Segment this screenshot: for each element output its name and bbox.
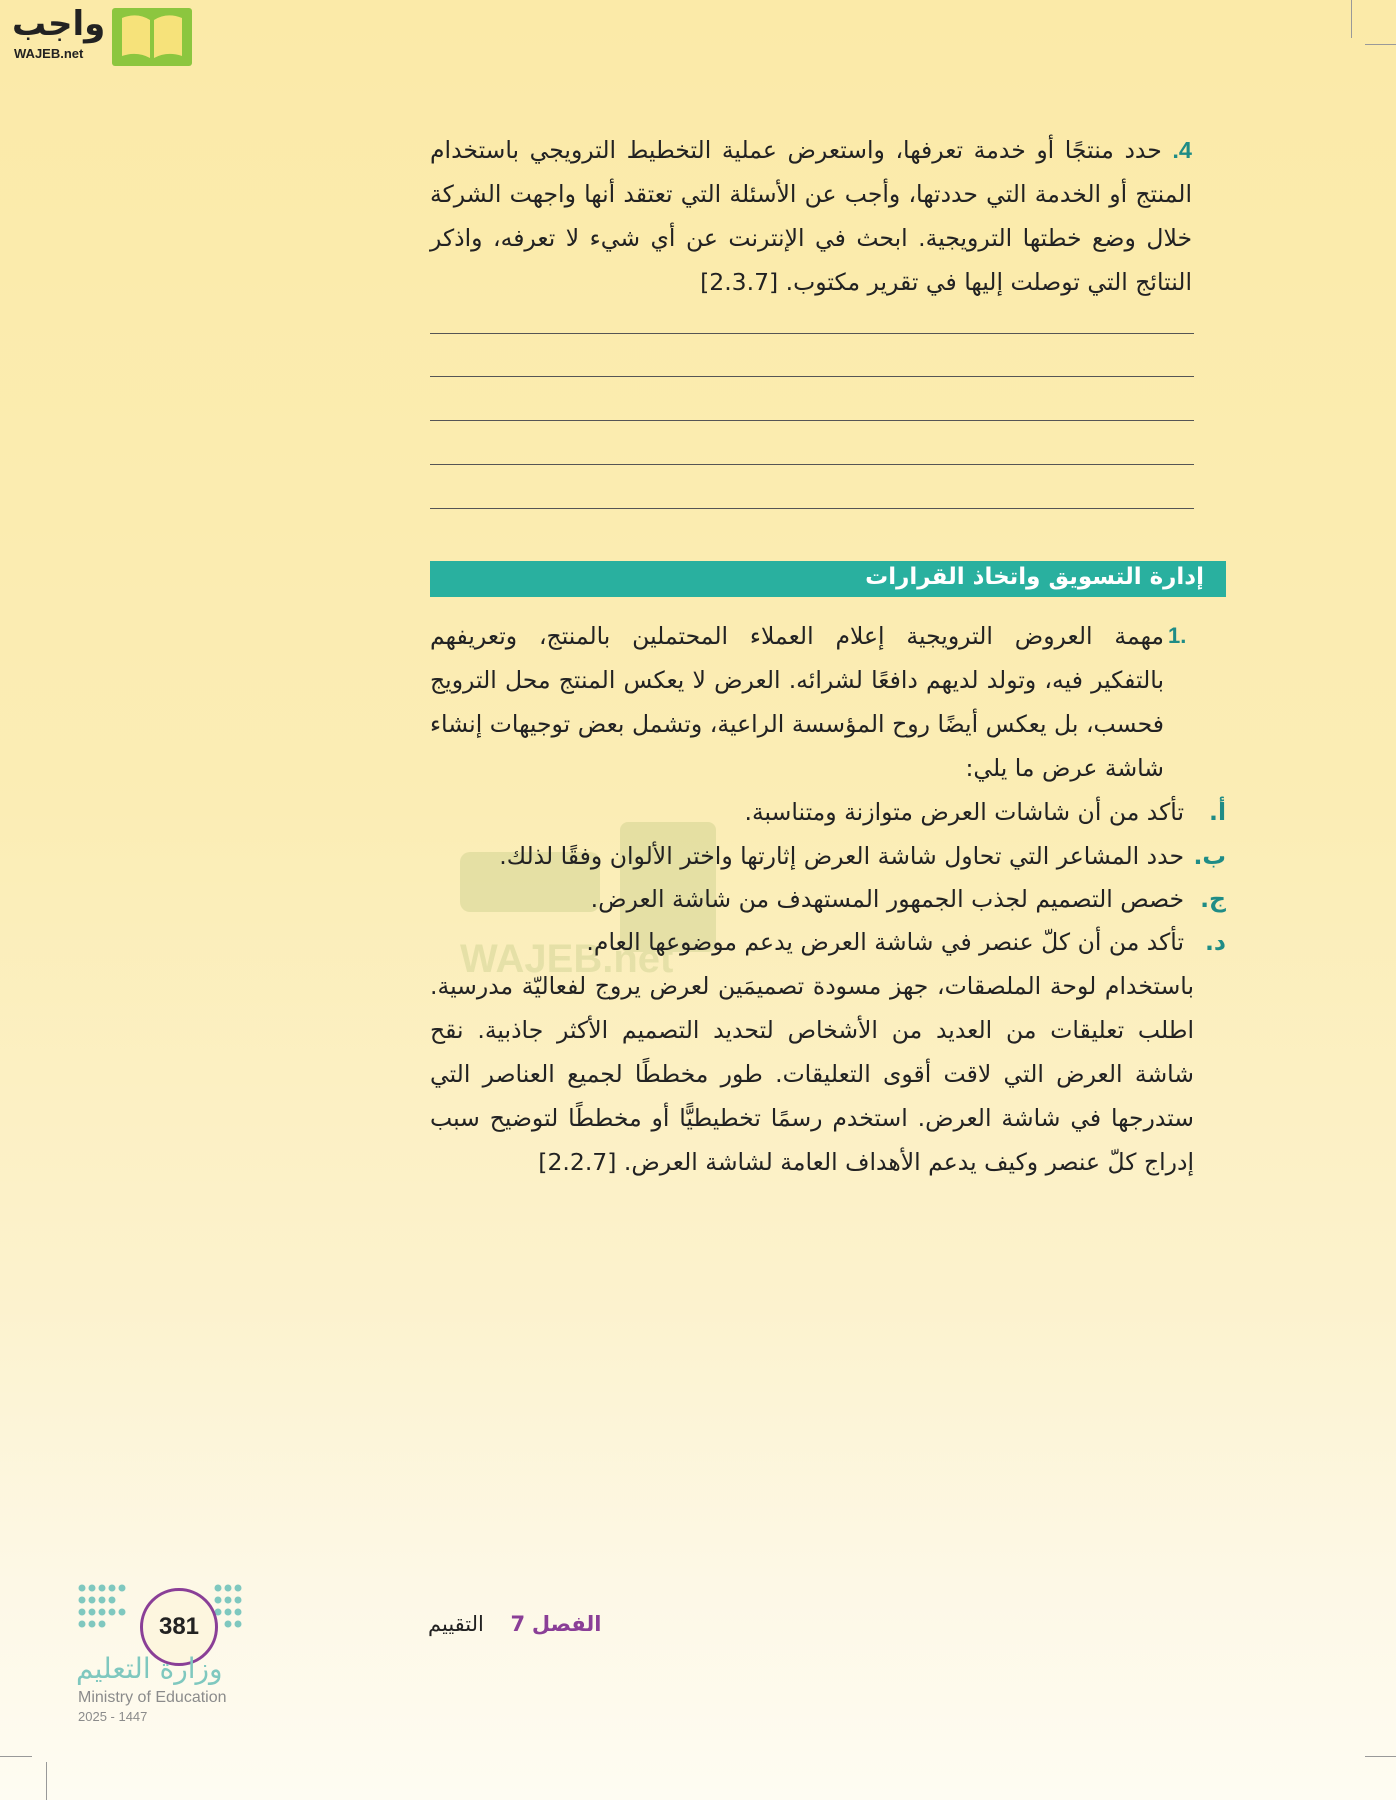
question-4-line: 4. حدد منتجًا أو خدمة تعرفها، واستعرض عملية التخطيط الترويجي باستخدام	[430, 136, 1192, 164]
question-1-line: مهمة العروض الترويجية إعلام العملاء المحتملين بالمنتج، وتعريفهم	[430, 622, 1164, 650]
list-item-letter: ب.	[1193, 842, 1226, 870]
task-line: شاشة العرض التي لاقت أقوى التعليقات. طور مخططًا لجميع العناصر التي	[430, 1060, 1194, 1088]
question-1-task	[430, 964, 1194, 1184]
crop-mark	[0, 1756, 32, 1757]
list-item-text: تأكد من أن شاشات العرض متوازنة ومتناسبة.	[744, 798, 1184, 826]
list-item	[744, 790, 1226, 834]
crop-mark	[46, 1762, 47, 1800]
chapter-title: التقييم	[428, 1612, 484, 1636]
question-number: 4.	[1172, 137, 1192, 163]
list-item	[586, 920, 1226, 964]
question-4-line: النتائج التي توصلت إليها في تقرير مكتوب. [2.3.7]	[700, 268, 1192, 296]
section-title: إدارة التسويق واتخاذ القرارات	[865, 564, 1204, 590]
page-number: 381	[140, 1588, 218, 1666]
answer-line[interactable]	[430, 508, 1194, 509]
ministry-english-name: Ministry of Education	[78, 1689, 227, 1706]
logo-english-text: WAJEB.net	[14, 46, 84, 61]
answer-line[interactable]	[430, 333, 1194, 334]
list-item-text: حدد المشاعر التي تحاول شاشة العرض إثارتها واختر الألوان وفقًا لذلك.	[499, 842, 1184, 870]
task-line: إدراج كلّ عنصر وكيف يدعم الأهداف العامة لشاشة العرض. [2.2.7]	[538, 1148, 1194, 1176]
question-1	[430, 614, 1164, 790]
crop-mark	[1365, 44, 1396, 45]
svg-text:WAJEB.net: WAJEB.net	[460, 937, 674, 981]
list-item-letter: ج.	[1200, 885, 1226, 913]
wajeb-logo[interactable]	[8, 4, 190, 68]
answer-line[interactable]	[430, 420, 1194, 421]
list-item-letter: د.	[1205, 928, 1226, 956]
question-1-line: فحسب، بل يعكس أيضًا روح المؤسسة الراعية، وتشمل بعض توجيهات إنشاء	[430, 710, 1164, 738]
logo-arabic-text: واجب	[12, 4, 106, 44]
list-item	[591, 877, 1226, 921]
question-4	[430, 128, 1192, 304]
question-4-line: المنتج أو الخدمة التي حددتها، وأجب عن الأسئلة التي تعتقد أنها واجهت الشركة	[430, 180, 1192, 208]
chapter-footer	[428, 1612, 602, 1636]
list-item	[499, 834, 1226, 878]
crop-mark	[1351, 0, 1352, 38]
question-number: 1.	[1168, 623, 1187, 648]
task-line: باستخدام لوحة الملصقات، جهز مسودة تصميمَين لعرض يروج لفعاليّة مدرسية.	[430, 972, 1194, 1000]
section-header	[430, 561, 1226, 597]
chapter-label: الفصل	[531, 1612, 602, 1636]
answer-line[interactable]	[430, 376, 1194, 377]
book-icon	[110, 6, 194, 68]
list-item-letter: أ.	[1209, 798, 1226, 826]
ministry-year: 2025 - 1447	[78, 1709, 148, 1724]
task-line: ستدرجها في شاشة العرض. استخدم رسمًا تخطيطيًّا أو مخططًا لتوضيح سبب	[430, 1104, 1194, 1132]
ministry-arabic-name: وزارة التعليم	[76, 1652, 223, 1685]
answer-line[interactable]	[430, 464, 1194, 465]
list-item-text: تأكد من أن كلّ عنصر في شاشة العرض يدعم موضوعها العام.	[586, 928, 1184, 956]
question-1-line: بالتفكير فيه، وتولد لديهم دافعًا لشرائه. العرض لا يعكس المنتج محل الترويج	[430, 666, 1164, 694]
task-line: اطلب تعليقات من العديد من الأشخاص لتحديد التصميم الأكثر جاذبية. نقح	[430, 1016, 1194, 1044]
question-4-line: خلال وضع خطتها الترويجية. ابحث في الإنترنت عن أي شيء لا تعرفه، واذكر	[430, 224, 1192, 252]
list-item-text: خصص التصميم لجذب الجمهور المستهدف من شاشة العرض.	[590, 885, 1184, 913]
crop-mark	[1365, 1756, 1396, 1757]
chapter-number: 7	[510, 1612, 526, 1636]
question-1-line: شاشة عرض ما يلي:	[965, 754, 1164, 782]
